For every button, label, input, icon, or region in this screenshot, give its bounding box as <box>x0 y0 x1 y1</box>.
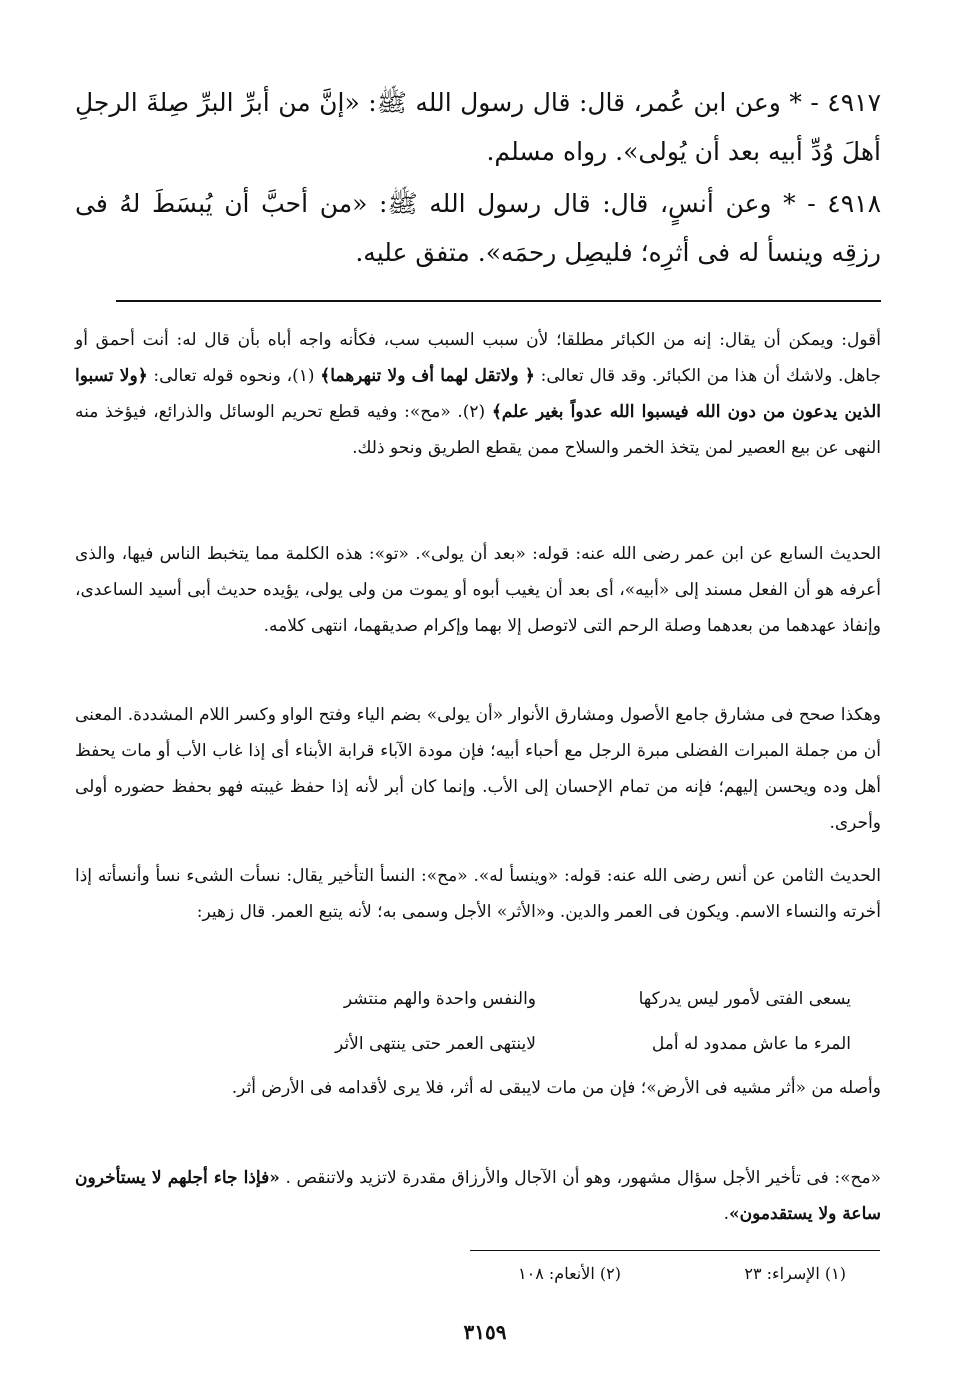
footnote-1: (١) الإسراء: ٢٣ <box>744 1264 846 1283</box>
commentary-text: (١)، ونحوه قوله تعالى: <box>147 366 321 386</box>
commentary-text: (٢). «مح»: وفيه قطع تحريم الوسائل والذرائع، فيؤخذ منه النهى عن بيع العصير لمن يتخذ الخمر والسلاح ممن يقطع الطريق ونحو ذلك. <box>75 402 881 458</box>
footnote-rule <box>470 1250 880 1251</box>
quran-verse: ﴿ ولاتقل لهما أف ولا تنهرهما﴾ <box>320 366 535 386</box>
commentary-text: «مح»: فى تأخير الأجل سؤال مشهور، وهو أن الآجال والأرزاق مقدرة لاتزيد ولاتنقص . <box>279 1168 881 1188</box>
quran-verse: ﴿ولا تسبوا الذين يدعون من دون الله فيسبوا الله عدواً بغير علم﴾ <box>75 366 881 422</box>
commentary-paragraph-4: الحديث الثامن عن أنس رضى الله عنه: قوله: «وينسأ له». «مح»: النسأ التأخير يقال: نسأت الشىء نسأ وأنسأته إذا أخرته والنساء الاسم. ويكون فى العمر والدين. و«الأثر» الأجل وسمى به؛ لأنه يتبع العمر. قال زهير: <box>75 866 881 922</box>
poem-verse-2-first-hemistich: المرء ما عاش ممدود له أمل <box>651 1034 851 1054</box>
hadith-4918: ٤٩١٨ - * وعن أنسٍ، قال: قال رسول الله ﷺ: «من أحبَّ أن يُبسَطَ لهُ فى رزقِه وينسأ له فى أثرِه؛ فليصِل رحمَه». متفق عليه. <box>75 189 881 267</box>
footnote-2: (٢) الأنعام: ١٠٨ <box>518 1264 621 1283</box>
commentary-paragraph-1 <box>75 322 881 466</box>
commentary-text: أقول: ويمكن أن يقال: إنه من الكبائر مطلقا؛ لأن سبب السبب سب، فكأنه واجه أباه بأن قال له: أنت أحمق أو جاهل. ولاشك أن هذا من الكبائر. وقد قال تعالى: <box>75 330 881 386</box>
commentary-paragraph-3: وهكذا صحح فى مشارق جامع الأصول ومشارق الأنوار «أن يولى» بضم الياء وفتح الواو وكسر اللام المشددة. المعنى أن من جملة المبرات الفضلى مبرة الرجل مع أحباء أبيه؛ فإن مودة الآباء قرابة الأبناء أى إذا غاب الأب أو مات يحفظ أهل وده ويحسن إليهم؛ فإنه من تمام الإحسان إلى الأب. وإنما كان أبر لأنه إذا حفظ غيبته فهو بحفظ حضوره أولى وأحرى. <box>75 705 881 833</box>
poem-verse-1-first-hemistich: يسعى الفتى لأمور ليس يدركها <box>638 989 851 1009</box>
commentary-paragraph-5: وأصله من «أثر مشيه فى الأرض»؛ فإن من مات لايبقى له أثر، فلا يرى لأقدامه فى الأرض أثر. <box>231 1078 881 1098</box>
poem-verse-2-second-hemistich: لاينتهى العمر حتى ينتهى الأثر <box>335 1034 536 1054</box>
hadith-4917: ٤٩١٧ - * وعن ابن عُمر، قال: قال رسول الله ﷺ: «إنَّ من أبرِّ البرِّ صِلةَ الرجلِ أهلَ وُدِّ أبيه بعد أن يُولى». رواه مسلم. <box>75 88 881 166</box>
commentary-paragraph-6 <box>75 1160 881 1232</box>
quran-verse: «فإذا جاء أجلهم لا يستأخرون ساعة ولا يستقدمون» <box>75 1168 881 1224</box>
commentary-text: . <box>723 1204 730 1224</box>
page-number: ٣١٥٩ <box>463 1320 507 1344</box>
poem-verse-1-second-hemistich: والنفس واحدة والهم منتشر <box>343 989 536 1009</box>
commentary-paragraph-2: الحديث السابع عن ابن عمر رضى الله عنه: قوله: «بعد أن يولى». «تو»: هذه الكلمة مما يتخبط الناس فيها، والذى أعرفه هو أن الفعل مسند إلى «أبيه»، أى بعد أن يغيب أبوه أو يموت من ولى يولى، يؤيده حديث أبى أسيد الساعدى، وإنفاذ عهدهما من بعدهما وصلة الرحم التى لاتوصل إلا بهما وإكرام صديقهما، انتهى كلامه. <box>75 544 881 636</box>
separator-rule <box>116 300 881 302</box>
